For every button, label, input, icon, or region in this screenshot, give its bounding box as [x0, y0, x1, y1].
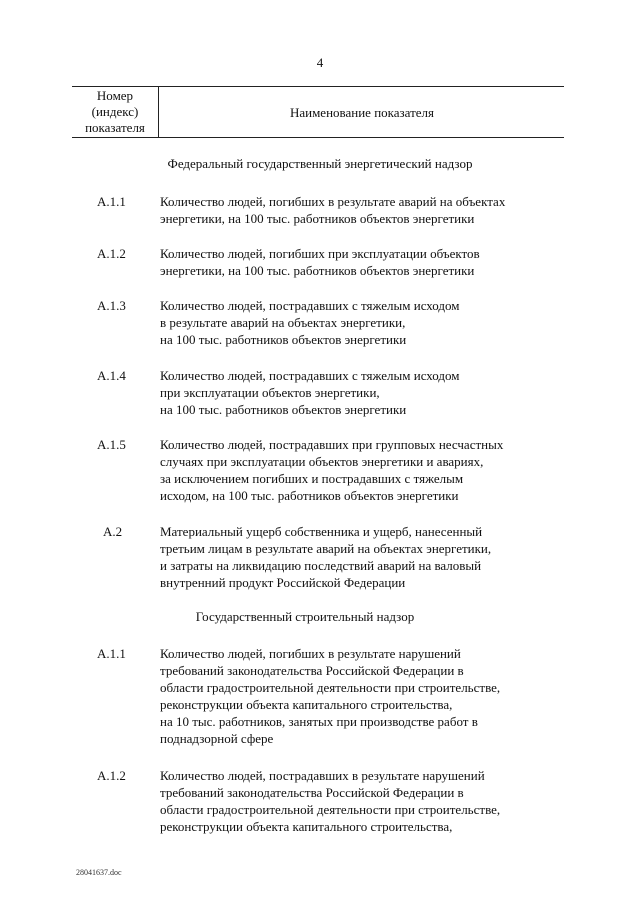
- indicator-line: поднадзорной сфере: [160, 731, 274, 746]
- indicator-line: Материальный ущерб собственника и ущерб, нанесенный: [160, 524, 483, 539]
- indicator-index: А.2: [103, 524, 123, 539]
- header-top-rule: [72, 86, 564, 87]
- indicator-line: энергетики, на 100 тыс. работников объектов энергетики: [160, 263, 475, 278]
- indicator-line: случаях при эксплуатации объектов энергетики и авариях,: [160, 454, 484, 469]
- indicator-name: [160, 523, 570, 591]
- header-name-column: Наименование показателя: [289, 105, 435, 120]
- indicator-line: энергетики, на 100 тыс. работников объектов энергетики: [160, 211, 475, 226]
- indicator-line: Количество людей, пострадавших в результате нарушений: [160, 768, 485, 783]
- header-index-line: (индекс): [91, 104, 139, 119]
- indicator-line: требований законодательства Российской Федерации в: [160, 785, 464, 800]
- indicator-line: и затраты на ликвидацию последствий аварий на валовый: [160, 558, 482, 573]
- indicator-line: требований законодательства Российской Федерации в: [160, 663, 464, 678]
- indicator-line: внутренний продукт Российской Федерации: [160, 575, 406, 590]
- section-title: Государственный строительный надзор: [195, 609, 415, 624]
- indicator-name: [160, 367, 570, 418]
- header-index-column: [72, 88, 158, 136]
- indicator-line: области градостроительной деятельности при строительстве,: [160, 680, 501, 695]
- indicator-line: исходом, на 100 тыс. работников объектов энергетики: [160, 488, 459, 503]
- section-title: Федеральный государственный энергетический надзор: [167, 156, 473, 171]
- indicator-name: [160, 193, 570, 227]
- indicator-name: [160, 245, 570, 279]
- page-number: 4: [316, 55, 324, 70]
- indicator-line: реконструкции объекта капитального строительства,: [160, 819, 453, 834]
- indicator-name: [160, 645, 570, 747]
- indicator-line: Количество людей, пострадавших при групповых несчастных: [160, 437, 504, 452]
- indicator-index: А.1.2: [97, 768, 126, 783]
- indicator-name: [160, 767, 570, 835]
- indicator-line: на 10 тыс. работников, занятых при производстве работ в: [160, 714, 478, 729]
- indicator-index: А.1.5: [97, 437, 126, 452]
- indicator-line: Количество людей, пострадавших с тяжелым исходом: [160, 298, 460, 313]
- indicator-line: Количество людей, погибших в результате аварий на объектах: [160, 194, 506, 209]
- table-header: [72, 86, 564, 138]
- indicator-line: области градостроительной деятельности при строительстве,: [160, 802, 501, 817]
- header-column-divider: [158, 86, 159, 138]
- indicator-index: А.1.3: [97, 298, 126, 313]
- indicator-name: [160, 436, 570, 504]
- indicator-line: Количество людей, погибших в результате нарушений: [160, 646, 461, 661]
- indicator-line: третьим лицам в результате аварий на объектах энергетики,: [160, 541, 492, 556]
- indicator-line: реконструкции объекта капитального строительства,: [160, 697, 453, 712]
- indicator-line: за исключением погибших и пострадавших с тяжелым: [160, 471, 464, 486]
- indicator-index: А.1.1: [97, 646, 126, 661]
- header-index-line: показателя: [85, 120, 145, 135]
- indicator-line: при эксплуатации объектов энергетики,: [160, 385, 380, 400]
- indicator-line: на 100 тыс. работников объектов энергетики: [160, 402, 407, 417]
- indicator-line: в результате аварий на объектах энергетики,: [160, 315, 406, 330]
- indicator-line: Количество людей, погибших при эксплуатации объектов: [160, 246, 480, 261]
- indicator-index: А.1.2: [97, 246, 126, 261]
- indicator-index: А.1.1: [97, 194, 126, 209]
- indicator-line: на 100 тыс. работников объектов энергетики: [160, 332, 407, 347]
- indicator-index: А.1.4: [97, 368, 126, 383]
- header-index-line: Номер: [96, 88, 134, 103]
- header-bottom-rule: [72, 137, 564, 138]
- indicator-name: [160, 297, 570, 348]
- indicator-line: Количество людей, пострадавших с тяжелым исходом: [160, 368, 460, 383]
- footer-filename: 28041637.doc: [76, 868, 122, 877]
